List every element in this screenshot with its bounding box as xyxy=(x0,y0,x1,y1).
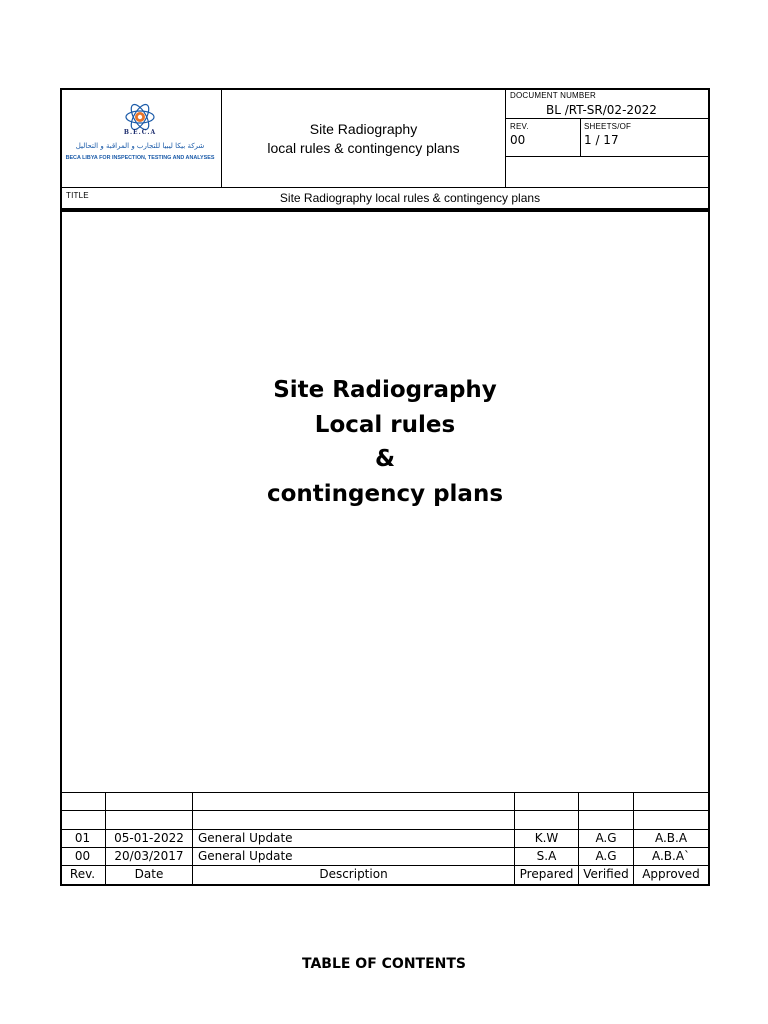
table-row-2-date: 20/03/2017 xyxy=(114,849,184,863)
logo-name: B.E.C.A xyxy=(123,129,157,136)
table-header-verified: Verified xyxy=(583,867,629,881)
document-title xyxy=(222,120,505,158)
main-title-line3: & xyxy=(374,446,396,472)
table-header-date: Date xyxy=(134,867,164,881)
header-divider-docinfo xyxy=(505,88,506,187)
table-header-approved: Approved xyxy=(642,867,700,881)
document-title-line1: Site Radiography xyxy=(309,121,418,137)
document-number-value: BL /RT-SR/02-2022 xyxy=(546,103,657,117)
main-title-line1: Site Radiography xyxy=(273,377,497,403)
rev-label: REV. xyxy=(510,122,529,131)
document-title-line2: local rules & contingency plans xyxy=(267,140,460,156)
revision-table-line xyxy=(60,810,710,811)
sheets-label: SHEETS/OF xyxy=(584,122,632,131)
rev-value: 00 xyxy=(510,133,526,147)
title-label: TITLE xyxy=(66,191,89,200)
revision-table xyxy=(60,792,710,886)
table-row-2-description: General Update xyxy=(198,849,293,863)
table-row-2-approved: A.B.A` xyxy=(651,849,691,863)
table-row-1-approved: A.B.A xyxy=(654,831,688,845)
sheets-value: 1 / 17 xyxy=(584,133,619,147)
title-value: Site Radiography local rules & contingency plans xyxy=(279,191,541,205)
logo-arabic-text: شركة بيكا ليبيا للتجارب و المراقبة و التحاليل xyxy=(75,142,205,150)
header-row-line-rev xyxy=(505,156,709,157)
table-row-1-description: General Update xyxy=(198,831,293,845)
company-logo xyxy=(64,98,216,178)
table-header-rev: Rev. xyxy=(69,867,96,881)
table-row-1-verified: A.G xyxy=(595,831,617,845)
main-title xyxy=(62,373,708,511)
logo-english-text: BECA LIBYA FOR INSPECTION, TESTING AND ANALYSES xyxy=(65,155,215,161)
table-row-1-date: 05-01-2022 xyxy=(114,831,184,845)
document-number-label: DOCUMENT NUMBER xyxy=(510,91,596,100)
header-divider-rev xyxy=(580,118,581,156)
header-title-separator xyxy=(60,187,710,188)
main-title-line4: contingency plans xyxy=(266,480,504,507)
table-header-description: Description xyxy=(319,867,388,881)
main-frame xyxy=(60,210,710,886)
main-title-line2: Local rules xyxy=(314,411,456,438)
table-row-2-rev: 00 xyxy=(74,849,91,863)
table-row-1-prepared: K.W xyxy=(534,831,559,845)
table-of-contents-heading: TABLE OF CONTENTS xyxy=(301,956,467,972)
header-row-line-docnum xyxy=(505,118,709,119)
table-row-2-verified: A.G xyxy=(595,849,617,863)
table-row-2-prepared: S.A xyxy=(536,849,557,863)
revision-table-line xyxy=(60,792,710,793)
table-row-1-rev: 01 xyxy=(74,831,91,845)
table-header-prepared: Prepared xyxy=(519,867,574,881)
